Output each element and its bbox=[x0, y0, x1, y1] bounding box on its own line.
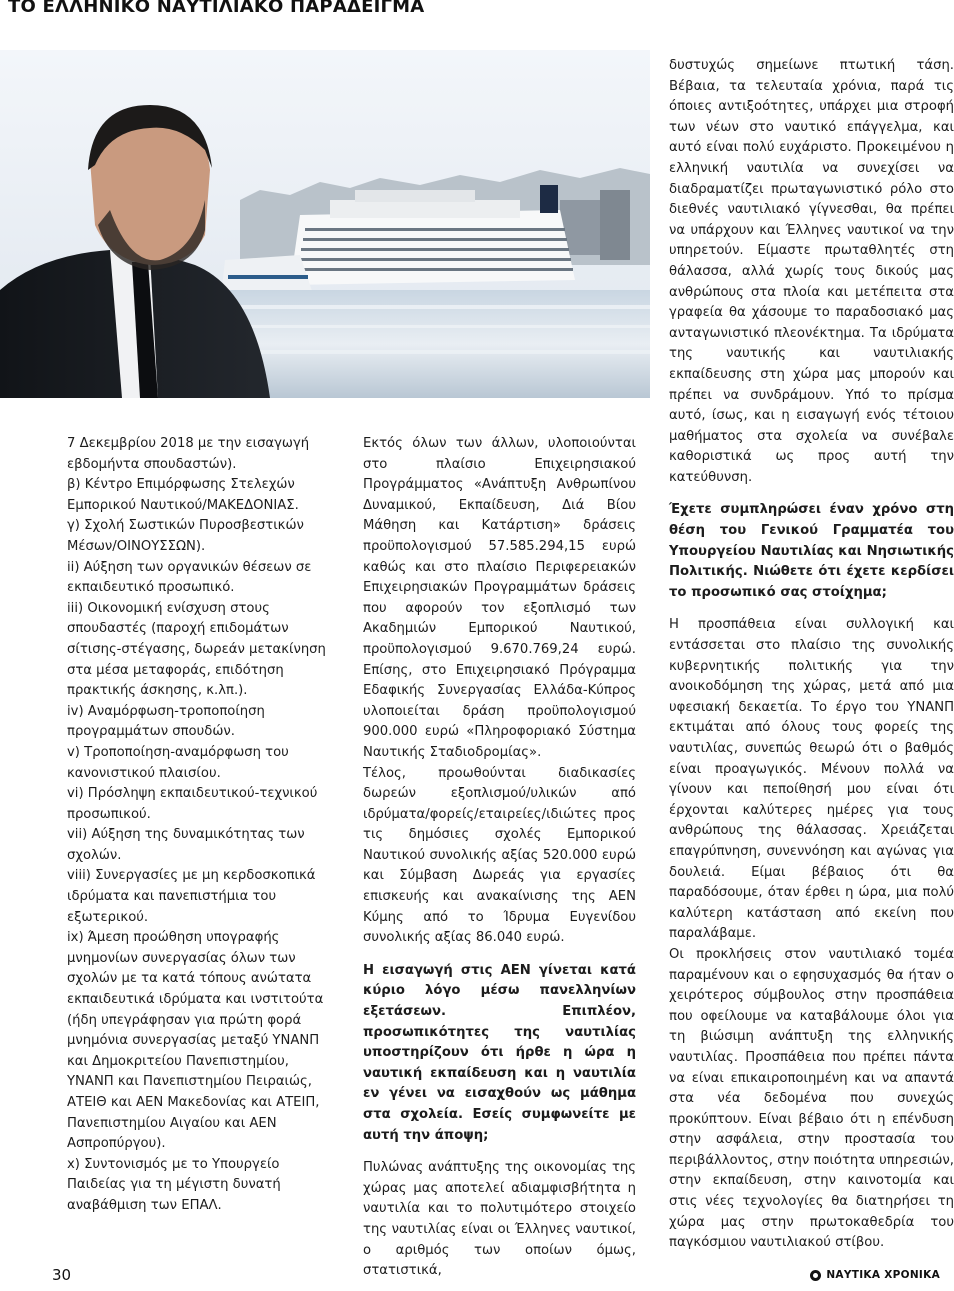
column1-line: vi) Πρόσληψη εκπαιδευτικού-τεχνικού προσωπικού. bbox=[67, 786, 318, 822]
column1-line: iv) Αναμόρφωση-τροποποίηση προγραμμάτων σπουδών. bbox=[67, 703, 265, 740]
body-paragraph: δυστυχώς σημείωνε πτωτική τάση. Βέβαια, τα τελευταία χρόνια, παρά τις όποιες αντιξοότητες, υπάρχει μια στροφή των νέων στο ναυτικό επάγγελμα, και αυτό είναι πολύ ευχάριστο. Προκειμένου η ελληνική ναυτιλία να συνεχίσει να διαδραματίζει πρωταγωνιστικό ρόλο στο διεθνές ναυτιλιακό γίγνεσθαι, θα πρέπει να υπάρχουν και Έλληνες ναυτικοί να την υπηρετούν. Είμαστε πρωταθλητές στη θάλασσα, αλλά χωρίς τους δικούς μας ανθρώπους στα πλοία και μετέπειτα στα γραφεία θα χάσουμε το παραδοσιακό μας ανταγωνιστικό πλεονέκτημα. Τα ιδρύματα της ναυτικής και ναυτιλιακής εκπαίδευσης στη χώρα μας μπορούν και πρέπει να συνδράμουν. Υπό το πρίσμα αυτό, ίσως, και η εισαγωγή ενός τέτοιου μαθήματος στα σχολεία να συνέβαλε καθοριστικά ως προς αυτή την κατεύθυνση. bbox=[669, 58, 954, 485]
column-3 bbox=[669, 56, 954, 1254]
column1-line: x) Συντονισμός με το Υπουργείο Παιδείας για τη μέγιστη δυνατή αναβάθμιση των ΕΠΑΛ. bbox=[67, 1156, 281, 1213]
interview-question: Η εισαγωγή στις ΑΕΝ γίνεται κατά κύριο λόγο μέσω πανελληνίων εξετάσεων. Επιπλέον, προσωπικότητες της ναυτιλίας υποστηρίζουν ότι ήρθε η ώρα η ναυτική εκπαίδευση και η ναυτιλία εν γένει να εισαχθούν ως μάθημα στα σχολεία. Εσείς συμφωνείτε με αυτή την άποψη; bbox=[363, 962, 636, 1143]
column1-line: 7 Δεκεμβρίου 2018 με την εισαγωγή εβδομήντα σπουδαστών). bbox=[67, 436, 310, 472]
column-2 bbox=[363, 434, 636, 1282]
column1-line: vii) Αύξηση της δυναμικότητας των σχολών. bbox=[67, 827, 305, 863]
column1-line: β) Κέντρο Επιμόρφωσης Στελεχών Εμπορικού Ναυτικού/ΜΑΚΕΔΟΝΙΑΣ. bbox=[67, 477, 299, 513]
portrait-photo bbox=[0, 50, 650, 398]
body-paragraph: Η προσπάθεια είναι συλλογική και εντάσσεται στο πλαίσιο της συνολικής κυβερνητικής πολιτικής για την ανοικοδόμηση της χώρας, μετά από μια υφεσιακή δεκαετία. Το έργο του ΥΝΑΝΠ εκτιμάται από όλους τους φορείς της ναυτιλίας, συνεπώς θεωρώ ότι ο βαθμός είναι προαγωγικός. Μένουν πολλά να γίνουν και πεποίθησή μου είναι ότι έρχονται καλύτερες ημέρες για τους ανθρώπους της θάλασσας. Χρειάζεται επαγρύπνηση, συνεννόηση και αγώνας για δουλειά. Είμαι βέβαιος ότι θα παραδόσουμε, όταν έρθει η ώρα, μια πολύ καλύτερη κατάσταση από εκείνη που παραλάβαμε. bbox=[669, 617, 954, 942]
magazine-brand bbox=[810, 1269, 940, 1281]
body-paragraph: Τέλος, προωθούνται διαδικασίες δωρεών εξοπλισμού/υλικών από ιδρύματα/φορείς/εταιρείες/ιδιώτες προς τις δημόσιες σχολές Εμπορικού Ναυτικού συνολικής αξίας 520.000 ευρώ και Σύμβαση Δωρεάς για εργασίες επισκευής και ανακαίνισης της ΑΕΝ Κύμης από το Ίδρυμα Ευγενίδου συνολικής αξίας 86.040 ευρώ. bbox=[363, 765, 636, 946]
column1-line: γ) Σχολή Σωστικών Πυροσβεστικών Μέσων/ΟΙΝΟΥΣΣΩΝ). bbox=[67, 518, 304, 554]
column1-line: ii) Αύξηση των οργανικών θέσεων σε εκπαιδευτικό προσωπικό. bbox=[67, 559, 312, 596]
column1-line: iii) Οικονομική ενίσχυση στους σπουδαστές (παροχή επιδομάτων σίτισης-στέγασης, δωρεάν μετακίνηση στα μέσα μεταφοράς, επιδότηση πρακτικής άσκησης, κ.λπ.). bbox=[67, 600, 326, 699]
body-paragraph: Οι προκλήσεις στον ναυτιλιακό τομέα παραμένουν και ο εφησυχασμός θα ήταν ο χειρότερος σύμβουλος στην προσπάθεια που οφείλουμε να καταβάλουμε όλοι για τη βιώσιμη ανάπτυξη της ελληνικής ναυτιλίας. Προσπάθεια που πρέπει πάντα να είναι επικαιροποιημένη και να απαντά στα νέα δεδομένα που συνεχώς προκύπτουν. Είναι βέβαιο ότι η επένδυση στην ασφάλεια, στην προστασία του περιβάλλοντος, στην ποιότητα υπηρεσιών, στην εκπαίδευση, στην καινοτομία και στις νέες τεχνολογίες θα διατηρήσει τη χώρα μας στην πρωτοκαθεδρία του παγκόσμιου ναυτιλιακού στίβου. bbox=[669, 946, 954, 1251]
column1-line: ix) Άμεση προώθηση υπογραφής μνημονίων συνεργασίας όλων των σχολών με τα κατά τόπους ανώτατα εκπαιδευτικά ιδρύματα και ινστιτούτα (ήδη υπεγράφησαν για πρώτη φορά μνημόνια συνεργασίας μεταξύ ΥΝΑΝΠ και Δημοκριτείου Πανεπιστημίου, ΥΝΑΝΠ και Πανεπιστημίου Πειραιώς, ΑΤΕΙΘ και ΑΕΝ Μακεδονίας και ΑΤΕΙΠ, Πανεπιστημίου Αιγαίου και ΑΕΝ Ασπροπύργου). bbox=[67, 930, 324, 1152]
brand-logo-icon bbox=[810, 1270, 821, 1281]
column-1 bbox=[67, 434, 339, 1217]
column1-line: v) Τροποποίηση-αναμόρφωση του κανονιστικού πλαισίου. bbox=[67, 744, 289, 781]
interview-question: Έχετε συμπληρώσει έναν χρόνο στη θέση του Γενικού Γραμματέα του Υπουργείου Ναυτιλίας και Νησιωτικής Πολιτικής. Νιώθετε ότι έχετε κερδίσει το προσωπικό σας στοίχημα; bbox=[669, 502, 954, 600]
body-paragraph: Εκτός όλων των άλλων, υλοποιούνται στο πλαίσιο Επιχειρησιακού Προγράμματος «Ανάπτυξη Ανθρωπίνου Δυναμικού, Εκπαίδευση, Διά Βίου Μάθηση και Κατάρτιση» δράσεις προϋπολογισμού 57.585.294,15 ευρώ καθώς και στο πλαίσιο Περιφερειακών Επιχειρησιακών Προγραμμάτων δράσεις που αφορούν τον εξοπλισμό των Ακαδημιών Εμπορικού Ναυτικού, προϋπολογισμού 9.670.769,24 ευρώ. Επίσης, στο Επιχειρησιακό Πρόγραμμα Εδαφικής Συνεργασίας Ελλάδα-Κύπρος υλοποιείται δράση προϋπολογισμού 900.000 ευρώ «Πληροφοριακό Σύστημα Ναυτικής Σταδιοδρομίας». bbox=[363, 436, 636, 760]
column1-line: viii) Συνεργασίες με μη κερδοσκοπικά ιδρύματα και πανεπιστήμια του εξωτερικού. bbox=[67, 868, 316, 925]
body-paragraph: Πυλώνας ανάπτυξης της οικονομίας της χώρας μας αποτελεί αδιαμφισβήτητα η ναυτιλία και το πολυτιμότερο στοιχείο της ναυτιλίας είναι οι Έλληνες ναυτικοί, ο αριθμός των οποίων όμως, στατιστικά, bbox=[363, 1160, 636, 1279]
page-number: 30 bbox=[52, 1266, 72, 1284]
brand-name: ΝΑΥΤΙΚΑ ΧΡΟΝΙΚΑ bbox=[826, 1269, 940, 1281]
page-header-title: ΤΟ ΕΛΛΗΝΙΚΟ ΝΑΥΤΙΛΙΑΚΟ ΠΑΡΑΔΕΙΓΜΑ bbox=[8, 0, 425, 17]
